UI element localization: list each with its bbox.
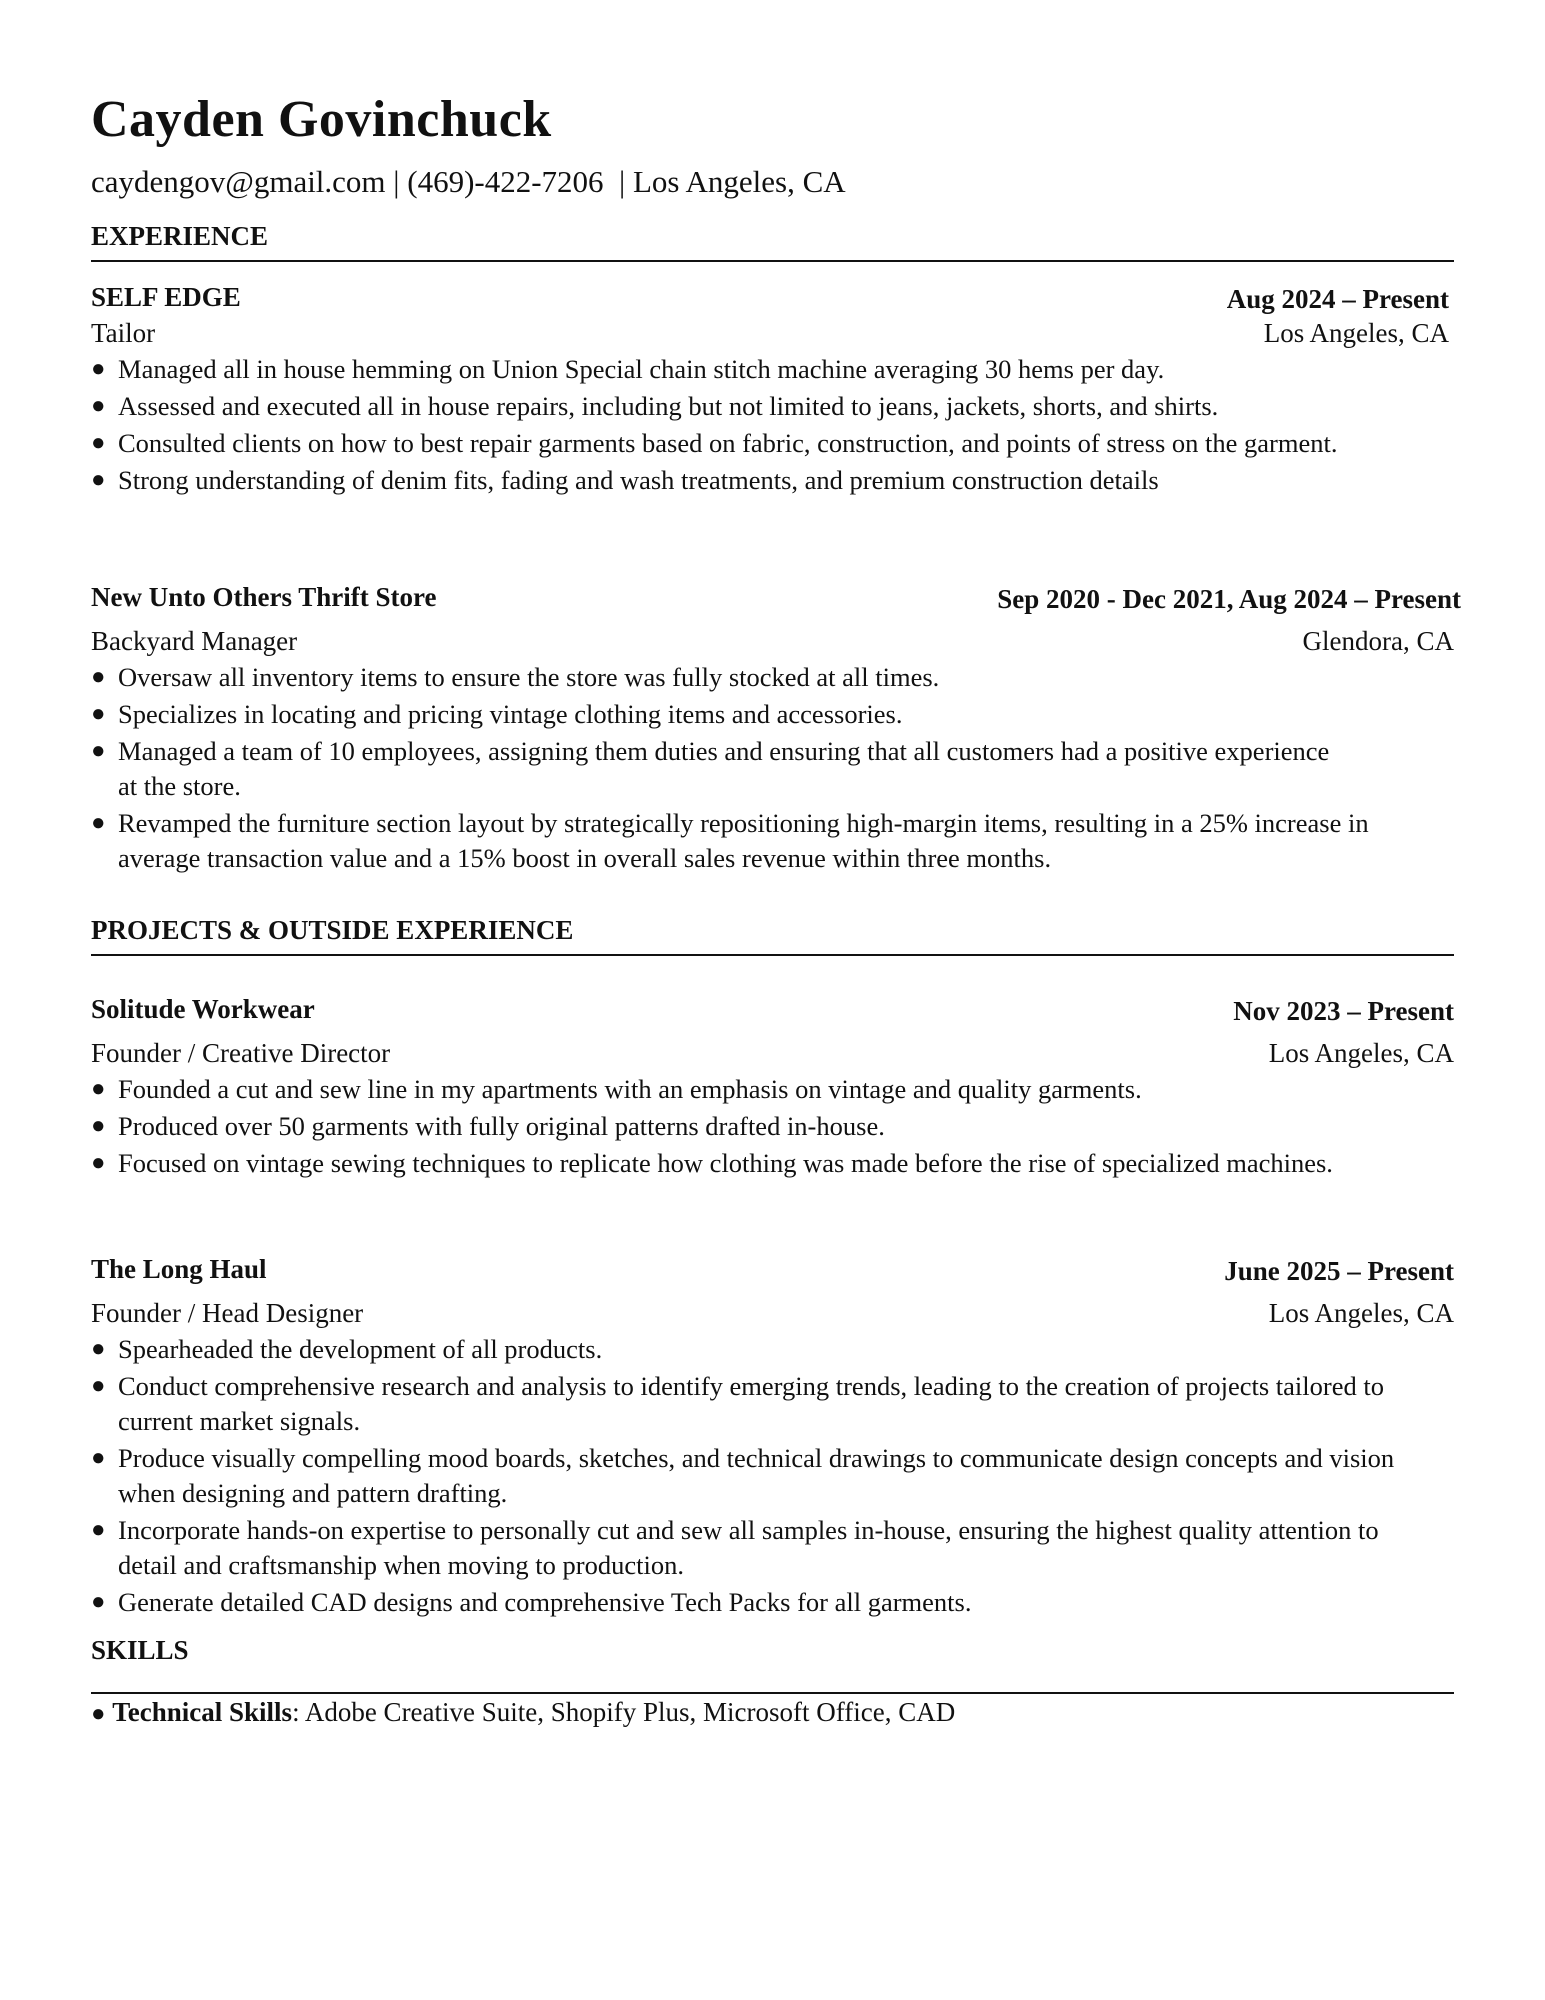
bullet-list bbox=[91, 1332, 1454, 1620]
bullet-item: ● Incorporate hands-on expertise to personally cut and sew all samples in-house, ensuring the highest quality attention to detail and craftsmanship when moving to production. bbox=[91, 1515, 1379, 1580]
bullet-item: ● Founded a cut and sew line in my apartments with an emphasis on vintage and quality garments. bbox=[91, 1074, 1142, 1104]
entry-organization: Solitude Workwear bbox=[91, 994, 315, 1024]
bullet-item: ● Oversaw all inventory items to ensure the store was fully stocked at all times. bbox=[91, 662, 940, 692]
bullet-item: ● Produce visually compelling mood boards, sketches, and technical drawings to communicate design concepts and vision when designing and pattern drafting. bbox=[91, 1443, 1395, 1508]
entry-role: Tailor bbox=[91, 318, 156, 348]
entry-dates: Sep 2020 - Dec 2021, Aug 2024 – Present bbox=[997, 584, 1461, 614]
entry-location: Glendora, CA bbox=[1302, 626, 1454, 656]
entry-dates: June 2025 – Present bbox=[1224, 1256, 1454, 1286]
section-heading-experience: EXPERIENCE bbox=[91, 220, 1454, 262]
experience-entry bbox=[91, 580, 1461, 878]
bullet-item: ● Generate detailed CAD designs and comprehensive Tech Packs for all garments. bbox=[91, 1587, 972, 1617]
entry-role: Backyard Manager bbox=[91, 626, 298, 656]
bullet-item: ● Consulted clients on how to best repair garments based on fabric, construction, and points of stress on the garment. bbox=[91, 428, 1338, 458]
entry-dates: Nov 2023 – Present bbox=[1233, 996, 1454, 1026]
bullet-item: ● Spearheaded the development of all products. bbox=[91, 1334, 603, 1364]
entry-role: Founder / Head Designer bbox=[91, 1298, 364, 1328]
project-entry bbox=[91, 1252, 1454, 1622]
bullet-item: ● Focused on vintage sewing techniques to replicate how clothing was made before the rise of specialized machines. bbox=[91, 1148, 1333, 1178]
bullet-item: ● Strong understanding of denim fits, fading and wash treatments, and premium construction details bbox=[91, 465, 1159, 495]
bullet-item: ● Managed all in house hemming on Union Special chain stitch machine averaging 30 hems per day. bbox=[91, 354, 1165, 384]
experience-entry bbox=[91, 280, 1454, 500]
bullet-glyph: ● bbox=[91, 1701, 106, 1727]
bullet-list bbox=[91, 1072, 1454, 1181]
entry-role: Founder / Creative Director bbox=[91, 1038, 391, 1068]
candidate-name: Cayden Govinchuck bbox=[91, 91, 552, 148]
bullet-item: ● Assessed and executed all in house repairs, including but not limited to jeans, jackets, shorts, and shirts. bbox=[91, 391, 1219, 421]
skills-line bbox=[91, 1694, 955, 1732]
bullet-item: ● Specializes in locating and pricing vintage clothing items and accessories. bbox=[91, 699, 903, 729]
entry-organization: New Unto Others Thrift Store bbox=[91, 582, 437, 612]
entry-organization: SELF EDGE bbox=[91, 282, 241, 312]
bullet-item: ● Conduct comprehensive research and analysis to identify emerging trends, leading to the creation of projects tailored to current market signals. bbox=[91, 1371, 1384, 1436]
project-entry bbox=[91, 992, 1454, 1183]
contact-line: caydengov@gmail.com | (469)-422-7206 | Los Angeles, CA bbox=[91, 164, 846, 199]
bullet-item: ● Produced over 50 garments with fully original patterns drafted in-house. bbox=[91, 1111, 885, 1141]
entry-dates: Aug 2024 – Present bbox=[1226, 284, 1449, 314]
bullet-list bbox=[91, 660, 1454, 876]
section-heading-skills: SKILLS bbox=[91, 1634, 1454, 1694]
bullet-item: ● Revamped the furniture section layout by strategically repositioning high-margin items, resulting in a 25% increase in average transaction value and a 15% boost in overall sales revenue within three months. bbox=[91, 808, 1369, 873]
entry-location: Los Angeles, CA bbox=[1268, 1298, 1454, 1328]
entry-location: Los Angeles, CA bbox=[1268, 1038, 1454, 1068]
entry-organization: The Long Haul bbox=[91, 1254, 267, 1284]
bullet-list bbox=[91, 352, 1454, 498]
skills-label: Technical Skills bbox=[112, 1697, 293, 1727]
bullet-item: ● Managed a team of 10 employees, assigning them duties and ensuring that all customers had a positive experience at the store. bbox=[91, 736, 1330, 801]
skills-value: : Adobe Creative Suite, Shopify Plus, Microsoft Office, CAD bbox=[292, 1697, 956, 1727]
entry-location: Los Angeles, CA bbox=[1263, 318, 1449, 348]
section-heading-projects: PROJECTS & OUTSIDE EXPERIENCE bbox=[91, 914, 1454, 956]
